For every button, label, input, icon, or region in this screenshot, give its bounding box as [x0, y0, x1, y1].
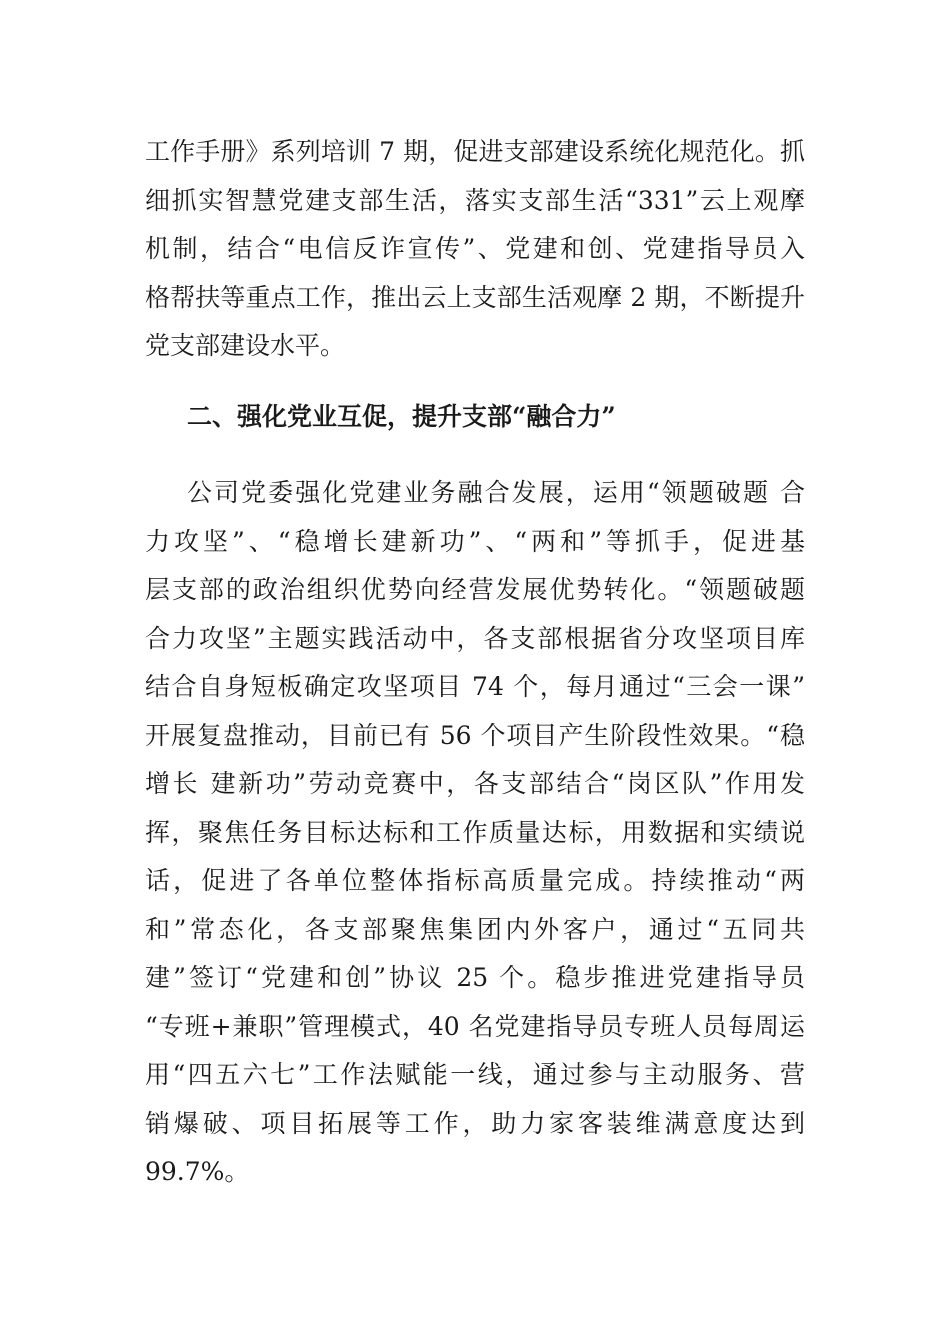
text-line: 销爆破、项目拓展等工作，助力家客装维满意度达到 [145, 1108, 805, 1138]
paragraph-1 [145, 128, 805, 371]
text-line: 党支部建设水平。 [145, 331, 346, 360]
section-heading [145, 393, 805, 442]
text-line: 和”常态化，各支部聚焦集团内外客户，通过“五同共 [145, 914, 805, 944]
text-line: 层支部的政治组织优势向经营发展优势转化。“领题破题 [145, 575, 805, 604]
heading-text: 二、强化党业互促，提升支部“融合力” [187, 401, 616, 431]
paragraph-2 [145, 469, 805, 1197]
text-line: 开展复盘推动，目前已有 56 个项目产生阶段性效果。“稳 [145, 720, 805, 750]
text-line: 用“四五六七”工作法赋能一线，通过参与主动服务、营 [145, 1060, 805, 1089]
text-line: “专班+兼职”管理模式，40 名党建指导员专班人员每周运 [145, 1011, 805, 1041]
text-line: 挥，聚焦任务目标达标和工作质量达标，用数据和实绩说 [145, 817, 805, 847]
text-line: 工作手册》系列培训 7 期，促进支部建设系统化规范化。抓 [145, 137, 805, 166]
text-line: 99.7%。 [145, 1157, 250, 1186]
text-line: 建”签订“党建和创”协议 25 个。稳步推进党建指导员 [145, 963, 805, 992]
text-line: 公司党委强化党建业务融合发展，运用“领题破题 合 [187, 478, 805, 507]
text-line: 话，促进了各单位整体指标高质量完成。持续推动“两 [145, 866, 805, 895]
document-page [145, 128, 805, 1197]
text-line: 增长 建新功”劳动竞赛中，各支部结合“岗区队”作用发 [145, 769, 805, 798]
text-line: 细抓实智慧党建支部生活，落实支部生活“331”云上观摩 [145, 185, 805, 215]
text-line: 机制，结合“电信反诈宣传”、党建和创、党建指导员入 [145, 234, 805, 263]
text-line: 合力攻坚”主题实践活动中，各支部根据省分攻坚项目库 [145, 623, 805, 653]
text-line: 力攻坚”、“稳增长建新功”、“两和”等抓手，促进基 [145, 526, 805, 556]
text-line: 格帮扶等重点工作，推出云上支部生活观摩 2 期，不断提升 [145, 282, 805, 312]
text-line: 结合自身短板确定攻坚项目 74 个，每月通过“三会一课” [145, 672, 805, 701]
